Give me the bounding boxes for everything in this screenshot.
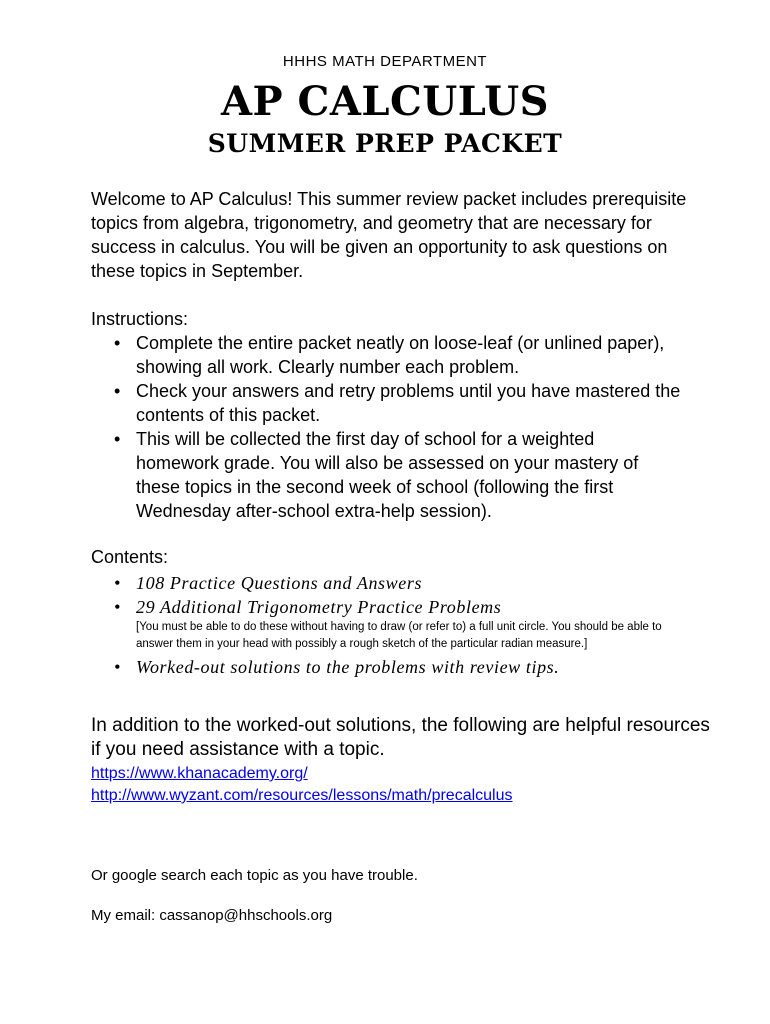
google-note: Or google search each topic as you have trouble. [91, 867, 418, 884]
bullet-icon: • [114, 657, 121, 677]
resource-links [91, 763, 513, 807]
contents-list [91, 571, 691, 679]
trig-note: [You must be able to do these without having to draw (or refer to) a full unit circle. You should be able to answer them in your head with possibly a rough sketch of the particular radian measure.] [136, 621, 662, 650]
khan-academy-link[interactable]: https://www.khanacademy.org/ [91, 765, 308, 782]
list-item [91, 571, 691, 595]
wyzant-link[interactable]: http://www.wyzant.com/resources/lessons/math/precalculus [91, 787, 513, 804]
list-item [91, 427, 681, 523]
instruction-text: This will be collected the first day of school for a weighted homework grade. You will also be assessed on your mastery of these topics in the second week of school (following the first Wednesday after-school extra-help session). [136, 429, 639, 521]
list-item [91, 331, 681, 379]
intro-paragraph [91, 187, 691, 283]
intro-text: Welcome to AP Calculus! This summer review packet includes prerequisite topics from algebra, trigonometry, and geometry that are necessary for success in calculus. You will be given an opportunity to ask questions on these topics in September. [91, 189, 687, 281]
contents-item-label: 29 Additional Trigonometry Practice Problems [136, 597, 502, 617]
bullet-icon: • [114, 381, 121, 401]
page-subtitle: SUMMER PREP PACKET [207, 129, 563, 158]
email-line: My email: cassanop@hhschools.org [91, 907, 333, 924]
list-item [91, 595, 691, 653]
bullet-icon: • [114, 333, 121, 353]
page-title: AP CALCULUS [221, 78, 549, 125]
contents-heading: Contents: [91, 547, 169, 567]
contents-item-label: 108 Practice Questions and Answers [136, 573, 423, 593]
contents-item-label: Worked-out solutions to the problems with review tips. [136, 657, 560, 677]
bullet-icon: • [114, 429, 121, 449]
instruction-text: Complete the entire packet neatly on loose-leaf (or unlined paper), showing all work. Clearly number each problem. [136, 333, 665, 377]
list-item [91, 379, 681, 427]
instructions-heading: Instructions: [91, 309, 189, 329]
instructions-list [91, 331, 681, 523]
resources-intro: In addition to the worked-out solutions, the following are helpful resources if you need assistance with a topic. [91, 715, 710, 760]
department-label: HHHS MATH DEPARTMENT [282, 53, 488, 70]
bullet-icon: • [114, 597, 121, 617]
list-item [91, 655, 691, 679]
bullet-icon: • [114, 573, 121, 593]
instruction-text: Check your answers and retry problems until you have mastered the contents of this packet. [136, 381, 681, 425]
